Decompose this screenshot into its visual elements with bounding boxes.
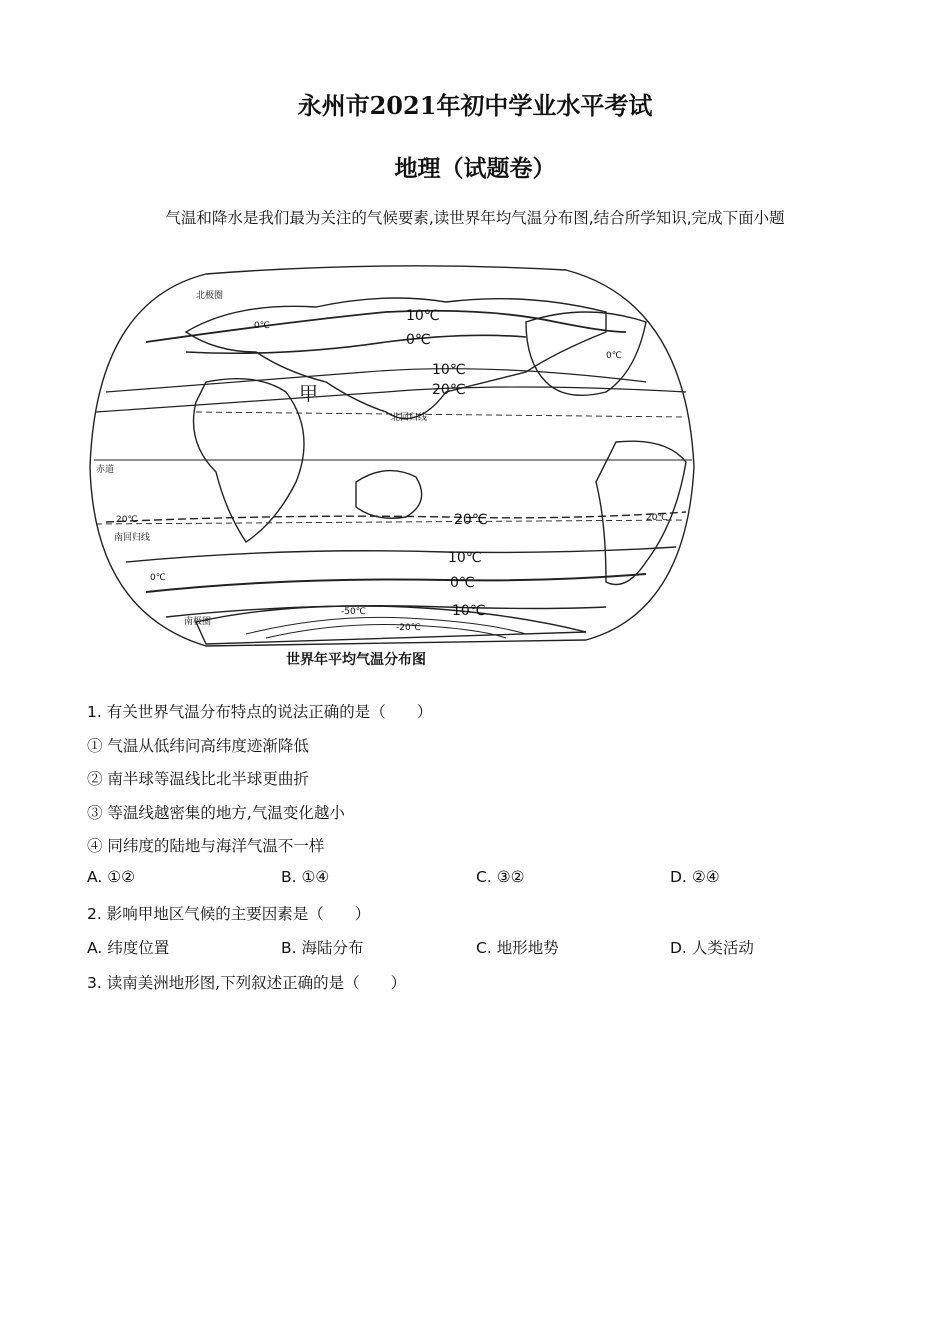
label-tropic-cancer: 北回归线: [391, 413, 428, 423]
label-tropic-capricorn: 南回归线: [114, 533, 151, 543]
statement-1: ① 气温从低纬问高纬度迹渐降低: [87, 737, 309, 755]
world-temperature-map: [86, 262, 698, 670]
label-small-20a: 20℃: [116, 515, 138, 525]
label-arctic: 北极圈: [196, 291, 224, 301]
label-antarctic: 南极圈: [184, 617, 212, 627]
question-number: 1.: [87, 703, 102, 721]
isotherm-s0: [146, 574, 646, 592]
label-north-20: 20℃: [432, 382, 466, 398]
label-north-10b: 10℃: [432, 362, 466, 378]
q1-option-a[interactable]: A. ①②: [87, 868, 135, 886]
label-small-m50: -50℃: [341, 607, 366, 617]
label-small-20b: 20℃: [646, 513, 668, 523]
isotherm-n10b: [106, 369, 646, 392]
label-small-0a: 0℃: [254, 321, 270, 331]
question-text: 读南美洲地形图,下列叙述正确的是（ ）: [106, 974, 407, 992]
label-south-0: 0℃: [450, 575, 475, 591]
q2-option-d[interactable]: D. 人类活动: [670, 939, 754, 957]
label-small-m20: -20℃: [396, 623, 421, 633]
statement-3: ③ 等温线越密集的地方,气温变化越小: [87, 804, 345, 822]
q1-option-d[interactable]: D. ②④: [670, 868, 720, 886]
label-north-0: 0℃: [406, 332, 431, 348]
intro-text: 气温和降水是我们最为关注的气候要素,读世界年均气温分布图,结合所学知识,完成下面小题: [165, 209, 785, 227]
australia-shape: [356, 471, 422, 519]
question-1: [87, 700, 432, 722]
question-number: 3.: [87, 974, 102, 992]
q2-option-c[interactable]: C. 地形地势: [476, 939, 559, 957]
exam-title: 永州市2021年初中学业水平考试: [297, 91, 653, 120]
label-north-10: 10℃: [406, 308, 440, 324]
q1-option-c[interactable]: C. ③②: [476, 868, 525, 886]
label-equator: 赤道: [96, 465, 115, 475]
eurasia-shape: [186, 298, 606, 419]
isotherm-s10: [126, 547, 676, 562]
q2-option-b[interactable]: B. 海陆分布: [281, 939, 364, 957]
tropic-capricorn-line: [96, 520, 686, 524]
north-america-shape: [526, 312, 646, 395]
label-south-10b: 10℃: [452, 603, 486, 619]
statement-4: ④ 同纬度的陆地与海洋气温不一样: [87, 837, 325, 855]
question-text: 有关世界气温分布特点的说法正确的是（ ）: [106, 703, 433, 721]
q2-option-a[interactable]: A. 纬度位置: [87, 939, 170, 957]
question-number: 2.: [87, 905, 102, 923]
question-3: [87, 971, 406, 993]
question-text: 影响甲地区气候的主要因素是（ ）: [106, 905, 371, 923]
tropic-cancer-line: [196, 412, 686, 417]
statement-2: ② 南半球等温线比北半球更曲折: [87, 770, 309, 788]
question-2: [87, 902, 370, 924]
exam-subtitle: 地理（试题卷）: [394, 155, 556, 182]
label-jia: 甲: [299, 383, 319, 405]
label-south-10: 10℃: [448, 550, 482, 566]
label-small-0c: 0℃: [150, 573, 166, 583]
q1-option-b[interactable]: B. ①④: [281, 868, 330, 886]
label-small-0b: 0℃: [606, 351, 622, 361]
isotherm-n20: [96, 387, 686, 412]
map-caption: 世界年平均气温分布图: [286, 652, 426, 668]
label-south-20: 20℃: [454, 512, 488, 528]
